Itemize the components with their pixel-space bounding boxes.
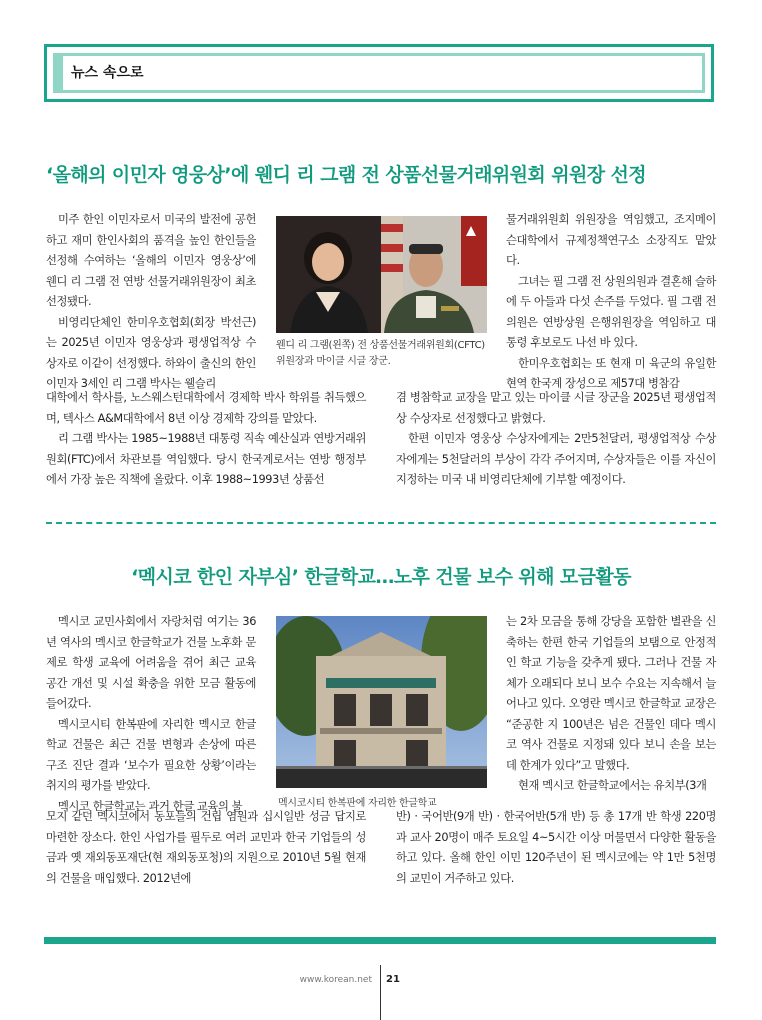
- paragraph: 멕시코 한글학교는 과거 한글 교육의 불: [58, 799, 243, 813]
- paragraph: 대학에서 학사를, 노스웨스턴대학에서 경제학 박사 학위를 취득했으며, 텍사스 A&M대학에서 8년 이상 경제학 강의를 맡았다.: [46, 391, 366, 425]
- article2-col3-top: [506, 612, 716, 797]
- paragraph: 겸 병참학교 교장을 맡고 있는 마이클 시글 장군을 2025년 평생업적상 수상자로 선정했다고 밝혔다.: [396, 391, 716, 425]
- article1-col3-bottom: [396, 388, 716, 491]
- section-divider: [46, 522, 716, 524]
- paragraph: 미주 한인 이민자로서 미국의 발전에 공헌하고 재미 한인사회의 품격을 높인 한인들을 선정해 수여하는 ‘올해의 이민자 영웅상’에 웬디 리 그램 전 연방 선물거래위원장이 최초 선정됐다.: [46, 213, 256, 308]
- footer-url: www.korean.net: [299, 975, 372, 985]
- footer-rule: [44, 937, 716, 944]
- article1-headline: ‘올해의 이민자 영웅상’에 웬디 리 그램 전 상품선물거래위원회 위원장 선정: [46, 164, 646, 186]
- article1-col1-top: [46, 210, 256, 395]
- paragraph: 한미우호협회는 또 현재 미 육군의 유일한 현역 한국계 장성으로 제57대 병참감: [506, 356, 716, 390]
- section-label: 뉴스 속으로: [71, 65, 144, 81]
- paragraph: 현재 멕시코 한글학교에서는 유치부(3개: [518, 779, 707, 792]
- article2-headline: ‘멕시코 한인 자부심’ 한글학교…노후 건물 보수 위해 모금활동: [131, 566, 631, 588]
- article2-col1-bottom: [46, 807, 366, 889]
- paragraph: 반) · 국어반(9개 반) · 한국어반(5개 반) 등 총 17개 반 학생 220명과 교사 20명이 매주 토요일 4~5시간 이상 머물면서 다양한 활동을 하고 있다. 올해 한인 이민 120주년이 된 멕시코에는 약 1만 5천명의 교민이 거주하고 있다.: [396, 810, 716, 885]
- article2-photo-caption: 멕시코시티 한복판에 자리한 한글학교: [278, 798, 437, 809]
- article1-col3-top: [506, 210, 716, 395]
- article1-photo-caption: 웬디 리 그램(왼쪽) 전 상품선물거래위원회(CFTC) 위원장과 마이클 시글 장군.: [276, 340, 485, 367]
- section-header-box: [44, 44, 714, 102]
- paragraph: 는 2차 모금을 통해 강당을 포함한 별관을 신축하는 한편 한국 기업들의 보탬으로 안정적인 학교 기능을 갖추게 됐다. 그러나 건물 자체가 오래되다 보니 보수 수요는 지속해서 늘어나고 있다. 오영란 멕시코 한글학교 교장은 “준공한 지 100년은 넘은 건물인 데다 멕시코 역사 건물로 지정돼 있다 보니 손을 보는 데 한계가 있다”고 말했다.: [506, 615, 716, 772]
- section-header-inner: [53, 53, 705, 93]
- article1-col1-bottom: [46, 388, 366, 491]
- paragraph: 물거래위원회 위원장을 역임했고, 조지메이슨대학에서 규제정책연구소 소장직도 맡았다.: [506, 213, 716, 267]
- paragraph: 리 그램 박사는 1985~1988년 대통령 직속 예산실과 연방거래위원회(FTC)에서 차관보를 역임했다. 당시 한국계로서는 연방 행정부에서 가장 높은 직책에 올랐다. 이후 1988~1993년 상품선: [46, 432, 366, 486]
- portrait-photo-illustration: [276, 216, 487, 333]
- paragraph: 비영리단체인 한미우호협회(회장 박선근)는 2025년 이민자 영웅상과 평생업적상 수상자로 이같이 선정했다. 하와이 출신의 한인 이민자 3세인 리 그램 박사는 웰슬리: [46, 315, 256, 390]
- paragraph: 모지 같던 멕시코에서 동포들의 건립 염원과 십시일반 성금 답지로 마련한 장소다. 한인 사업가를 필두로 여러 교민과 한국 기업들의 성금과 옛 재외동포재단(현 재외동포청)의 지원으로 2010년 5월 현재의 건물을 매입했다. 2012년에: [46, 810, 366, 885]
- page-number: 21: [386, 974, 400, 985]
- footer-divider: [380, 965, 381, 1020]
- article2-col3-bottom: [396, 807, 716, 889]
- paragraph: 그녀는 필 그램 전 상원의원과 결혼해 슬하에 두 아들과 다섯 손주를 두었다. 필 그램 전 의원은 연방상원 은행위원장을 역임하고 대통령 후보로도 나선 바 있다.: [506, 274, 716, 349]
- paragraph: 멕시코 교민사회에서 자랑처럼 여기는 36년 역사의 멕시코 한글학교가 건물 노후화 문제로 학생 교육에 어려움을 겪어 최근 교육 공간 개선 및 시설 확충을 위한 모금 활동에 들어갔다.: [46, 615, 256, 710]
- paragraph: 한편 이민자 영웅상 수상자에게는 2만5천달러, 평생업적상 수상자에게는 5천달러의 부상이 각각 주어지며, 수상자들은 이를 자신이 지정하는 미국 내 비영리단체에 기부할 예정이다.: [396, 432, 716, 486]
- article1-photo: [276, 216, 487, 333]
- building-photo-illustration: [276, 616, 487, 788]
- article2-col1-top: [46, 612, 256, 817]
- paragraph: 멕시코시티 한복판에 자리한 멕시코 한글학교 건물은 최근 건물 변형과 손상에 따른 구조 진단 결과 ‘보수가 필요한 상황’이라는 취지의 평가를 받았다.: [46, 717, 256, 792]
- article2-photo: [276, 616, 487, 788]
